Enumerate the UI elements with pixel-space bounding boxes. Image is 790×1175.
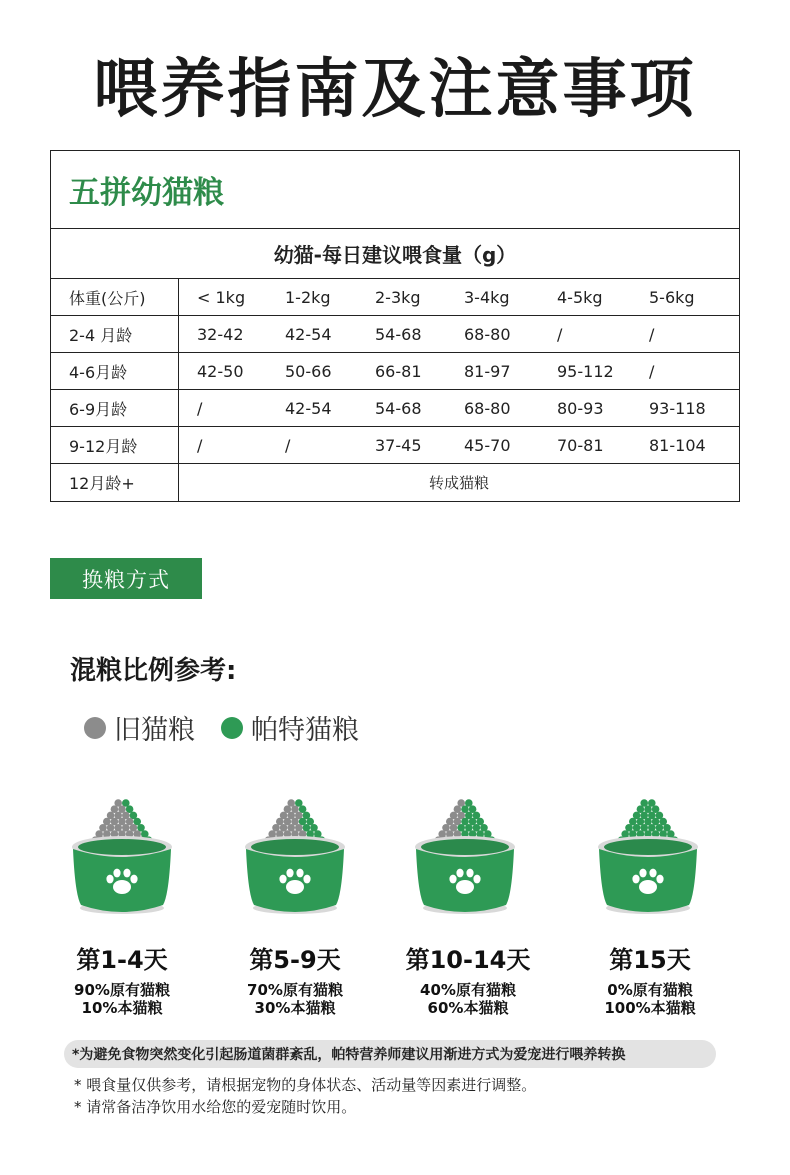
legend-label: 帕特猫粮 [251, 715, 359, 746]
transition-note: *为避免食物突然变化引起肠道菌群紊乱，帕特营养师建议用渐进方式为爱宠进行喂养转换 [64, 1040, 716, 1068]
weight-cell: 4-5kg [557, 287, 603, 307]
amount-cell: 66-81 [375, 361, 422, 381]
green-dot-icon [221, 717, 243, 739]
table-row [51, 390, 739, 427]
stage-title: 第1-4天 [76, 946, 168, 974]
stage-1 [32, 940, 212, 1017]
table-row [51, 316, 739, 353]
stage-old-ratio: 90%原有猫粮 [74, 981, 170, 999]
food-bowl-icon [240, 795, 350, 920]
water-note: * 请常备洁净饮用水给您的爱宠随时饮用。 [74, 1098, 357, 1116]
bowl-inner [251, 839, 339, 855]
table-row-weight [51, 279, 739, 316]
adult-food-note: 转成猫粮 [428, 474, 489, 492]
legend-item-new [221, 708, 359, 747]
amount-cell: / [197, 398, 203, 418]
stage-new-ratio: 60%本猫粮 [427, 999, 509, 1017]
food-bowl-icon [67, 795, 177, 920]
stage-old-ratio: 40%原有猫粮 [420, 981, 516, 999]
weight-cell: 1-2kg [285, 287, 331, 307]
amount-cell: 81-97 [464, 361, 511, 381]
amount-cell: / [197, 435, 203, 455]
page-title: 喂养指南及注意事项 [93, 53, 697, 127]
bowl-inner [604, 839, 692, 855]
stage-new-ratio: 30%本猫粮 [254, 999, 336, 1017]
table-header: 五拼幼猫粮 [51, 151, 739, 229]
amount-cell: / [649, 361, 655, 381]
amount-cell: 45-70 [464, 435, 511, 455]
legend-label: 旧猫粮 [114, 715, 195, 746]
stage-old-ratio: 70%原有猫粮 [247, 981, 343, 999]
bowl-inner [421, 839, 509, 855]
stage-title: 第5-9天 [249, 946, 341, 974]
legend [84, 708, 385, 747]
age-label: 9-12月龄 [51, 427, 179, 463]
food-bowl-icon [410, 795, 520, 920]
amount-cell: 95-112 [557, 361, 614, 381]
legend-item-old [84, 708, 195, 747]
table-subheader: 幼猫-每日建议喂食量（g） [51, 229, 739, 279]
amount-cell: 93-118 [649, 398, 706, 418]
feeding-note: * 喂食量仅供参考，请根据宠物的身体状态、活动量等因素进行调整。 [74, 1076, 537, 1094]
amount-cell: 37-45 [375, 435, 422, 455]
amount-cell: 70-81 [557, 435, 604, 455]
amount-cell: 68-80 [464, 324, 511, 344]
amount-cell: 50-66 [285, 361, 332, 381]
age-label: 12月龄+ [51, 464, 179, 501]
stage-new-ratio: 10%本猫粮 [81, 999, 163, 1017]
table-row-adult [51, 464, 739, 501]
section-tag: 换粮方式 [50, 558, 202, 599]
amount-cell: 32-42 [197, 324, 244, 344]
stage-2 [205, 940, 385, 1017]
amount-cell: 80-93 [557, 398, 604, 418]
amount-cell: 42-54 [285, 398, 332, 418]
amount-cell: 81-104 [649, 435, 706, 455]
weight-cell: 2-3kg [375, 287, 421, 307]
table-row [51, 353, 739, 390]
amount-cell: 54-68 [375, 324, 422, 344]
mix-title: 混粮比例参考: [70, 656, 237, 686]
stage-new-ratio: 100%本猫粮 [604, 999, 696, 1017]
amount-cell: / [649, 324, 655, 344]
food-bowl-icon [593, 795, 703, 920]
stage-4 [560, 940, 740, 1017]
weight-label: 体重(公斤) [51, 279, 179, 315]
age-label: 6-9月龄 [51, 390, 179, 426]
age-label: 2-4 月龄 [51, 316, 179, 352]
stage-title: 第10-14天 [405, 946, 531, 974]
amount-cell: 42-50 [197, 361, 244, 381]
weight-cell: 3-4kg [464, 287, 510, 307]
gray-dot-icon [84, 717, 106, 739]
stage-old-ratio: 0%原有猫粮 [607, 981, 693, 999]
weight-cell: 5-6kg [649, 287, 695, 307]
amount-cell: 54-68 [375, 398, 422, 418]
amount-cell: 42-54 [285, 324, 332, 344]
stage-3 [378, 940, 558, 1017]
stage-title: 第15天 [609, 946, 691, 974]
bowl-inner [78, 839, 166, 855]
amount-cell: 68-80 [464, 398, 511, 418]
amount-cell: / [285, 435, 291, 455]
age-label: 4-6月龄 [51, 353, 179, 389]
amount-cell: / [557, 324, 563, 344]
table-row [51, 427, 739, 464]
weight-cell: < 1kg [197, 287, 246, 307]
feeding-table [50, 150, 740, 502]
